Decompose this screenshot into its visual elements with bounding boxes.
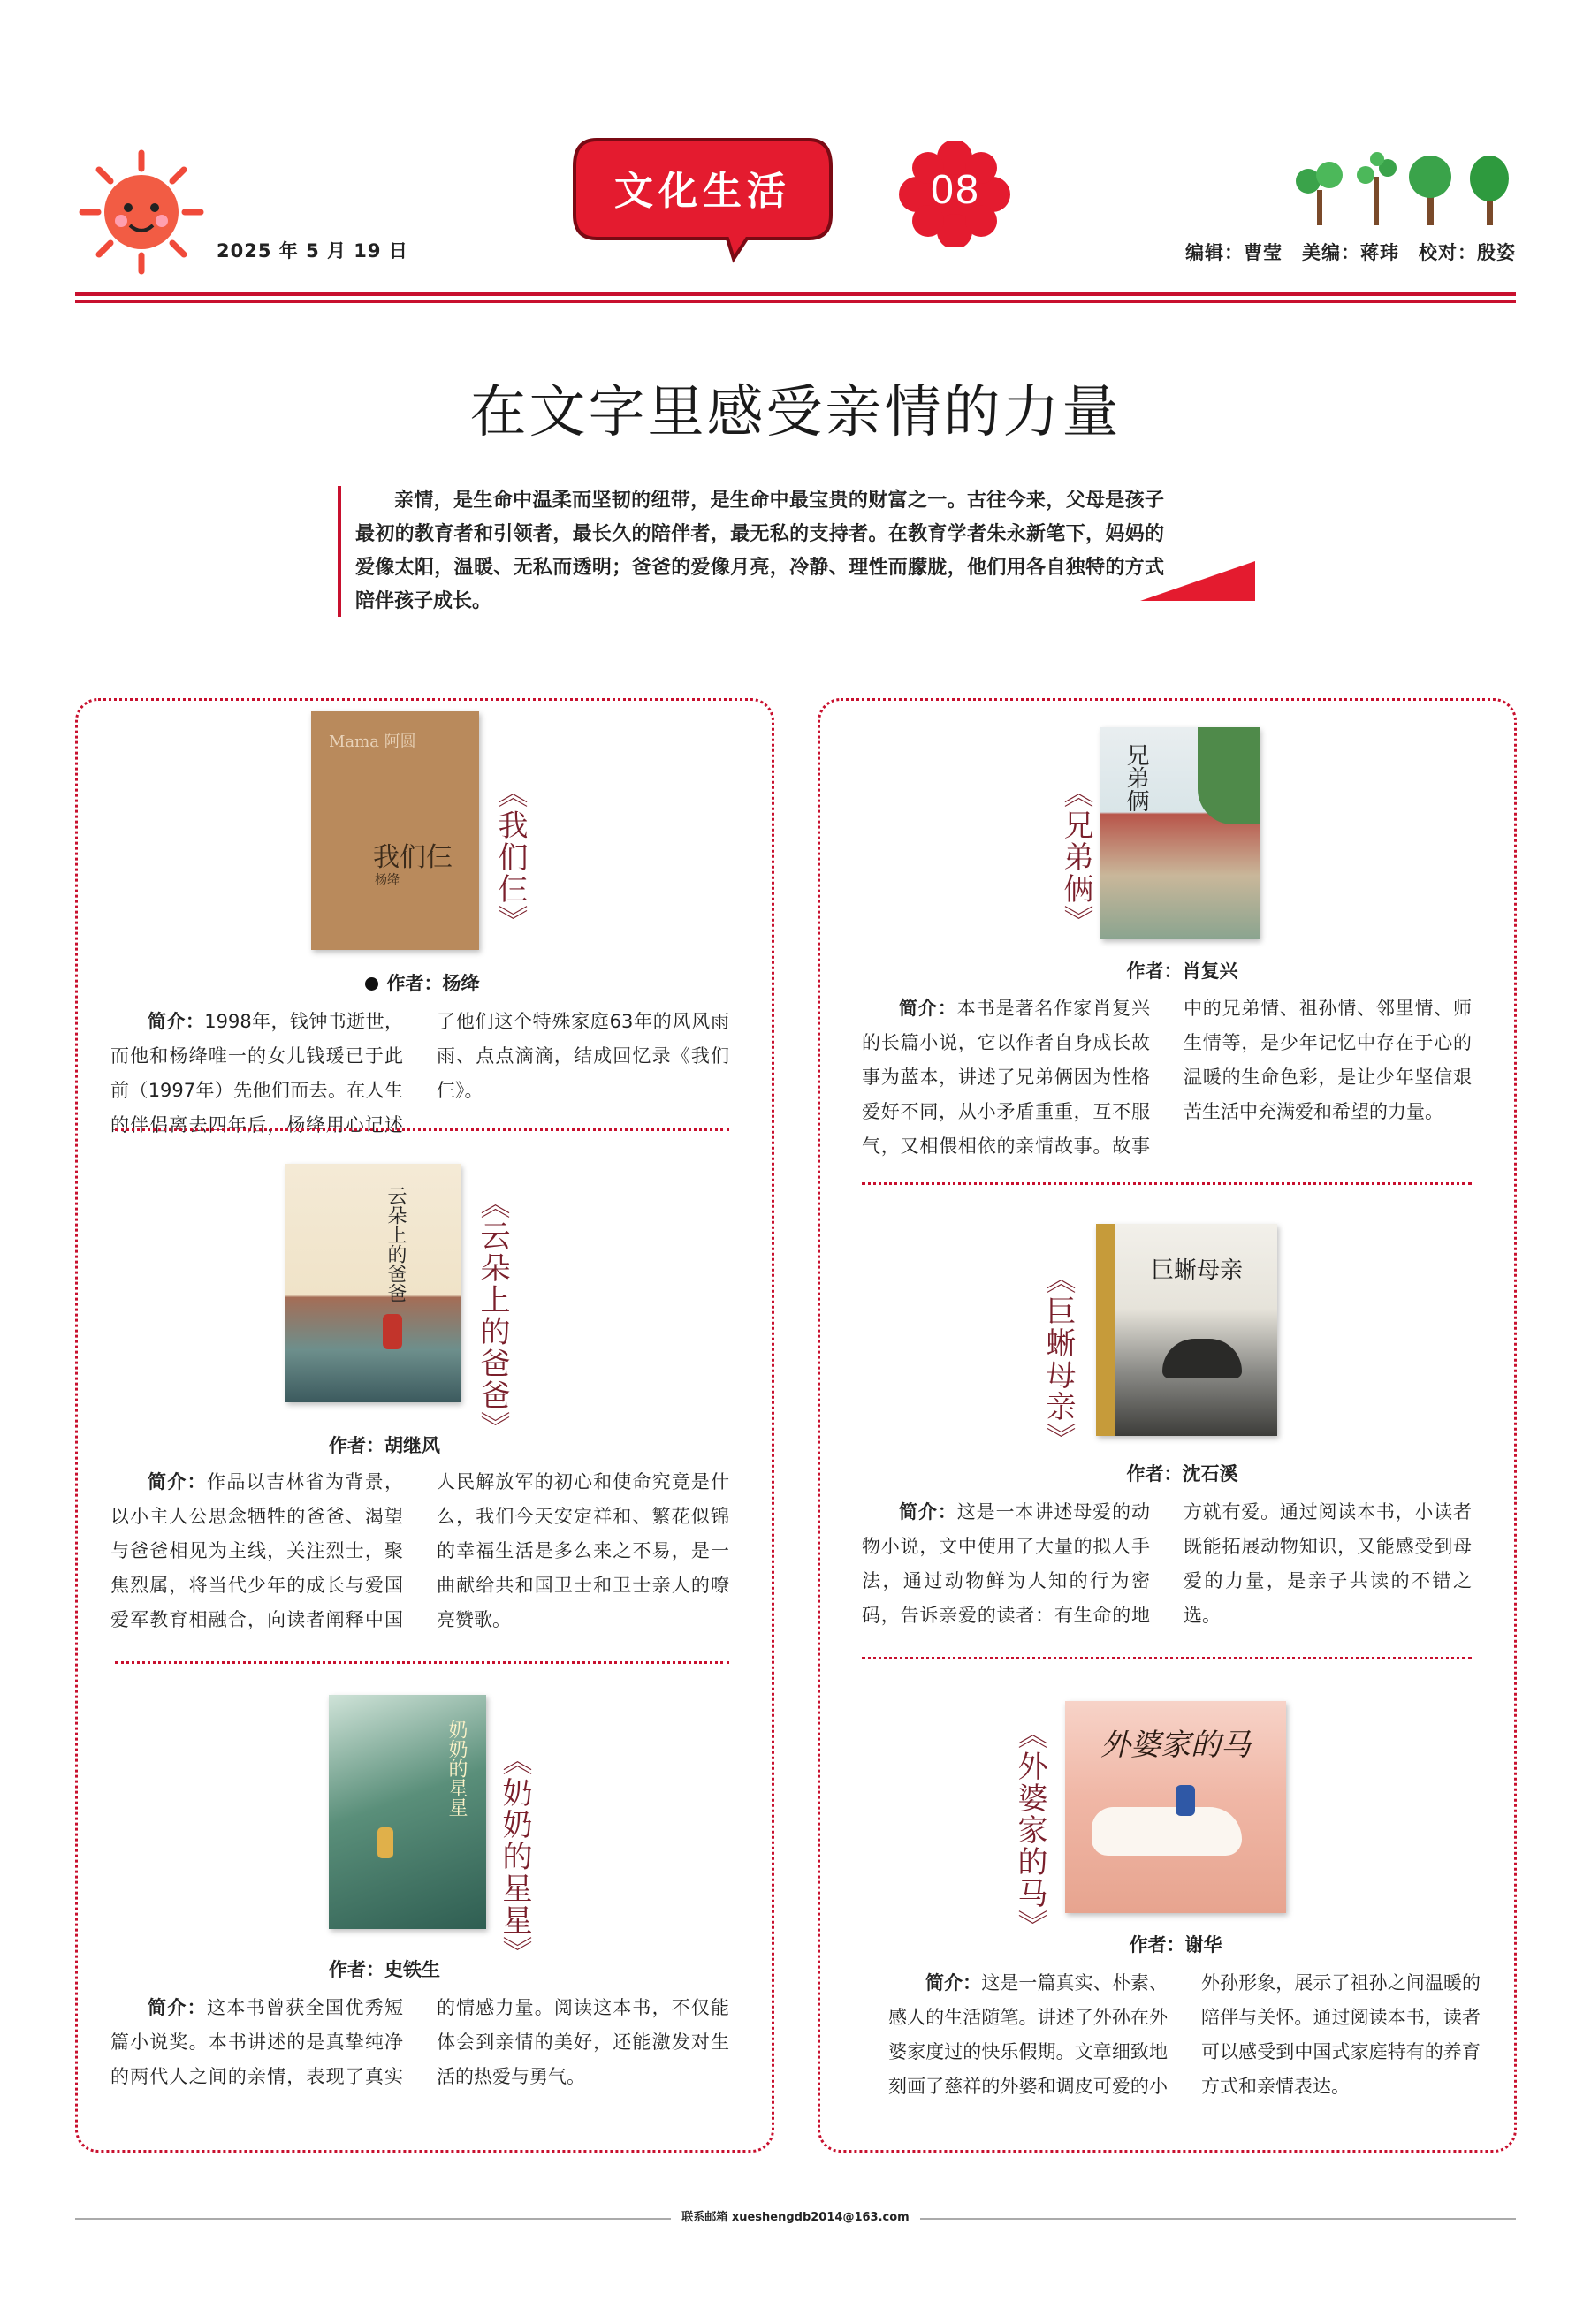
red-triangle-decoration — [1140, 561, 1255, 601]
intro-paragraph: 亲情，是生命中温柔而坚韧的纽带，是生命中最宝贵的财富之一。古往今来，父母是孩子最初的教育者和引领者，最长久的陪伴者，最无私的支持者。在教育学者朱永新笔下，妈妈的爱像太阳，温暖、无私而透明；爸爸的爱像月亮，冷静、理性而朦胧，他们用各自独特的方式陪伴孩子成长。 — [355, 490, 1164, 612]
summary-lead: 简介： — [899, 998, 957, 1019]
book-title: 《奶奶的星星》 — [497, 1745, 532, 1968]
bullet-icon — [365, 977, 378, 991]
cover-title: 兄弟俩 — [1123, 743, 1149, 812]
summary-lead: 简介： — [148, 1471, 207, 1492]
summary-lead: 简介： — [899, 1501, 957, 1523]
cover-title: 云朵上的爸爸 — [384, 1186, 407, 1303]
book-author: 作者：肖复兴 — [1126, 961, 1238, 982]
book-cover-waipo — [1065, 1701, 1286, 1913]
section-divider — [862, 1182, 1472, 1185]
book-cover-women-sa: Mama 阿圆 我们仨 杨绛 — [311, 711, 479, 950]
summary-text: 这是一篇真实、朴素、感人的生活随笔。讲述了外孙在外婆家度过的快乐假期。文章细致地刻画了慈祥的外婆和调皮可爱的小外孙形象，展示了祖孙之间温暖的陪伴与关怀。通过阅读本书，读者可以感受到中国式家庭特有的养育方式和亲情表达。 — [888, 1972, 1481, 2097]
book-title: 《云朵上的爸爸》 — [475, 1189, 510, 1443]
child-figure — [383, 1314, 402, 1349]
book-summary — [888, 1966, 1481, 2104]
book-cover-yunduo — [285, 1164, 461, 1402]
author-text: 作者：杨绛 — [386, 973, 480, 994]
summary-text: 本书是著名作家肖复兴的长篇小说，它以作者自身成长故事为蓝本，讲述了兄弟俩因为性格爱好不同，从小矛盾重重，互不服气，又相偎相依的亲情故事。故事中的兄弟情、祖孙情、邻里情、师生情等，是少年记忆中存在于心的温暖的生命色彩，是让少年坚信艰苦生活中充满爱和希望的力量。 — [862, 998, 1472, 1157]
book-summary — [110, 1991, 729, 2094]
book-title: 《我们仨》 — [492, 778, 528, 937]
sun-icon — [75, 146, 208, 278]
book-author — [75, 969, 769, 996]
summary-lead: 简介： — [148, 1011, 205, 1032]
book-author: 作者：谢华 — [1129, 1934, 1222, 1956]
book-summary — [110, 1465, 729, 1637]
issue-date: 2025 年 5 月 19 日 — [217, 240, 408, 262]
header-rule — [75, 292, 1516, 296]
book-title: 《巨蜥母亲》 — [1040, 1264, 1076, 1454]
summary-lead: 简介： — [148, 1997, 207, 2018]
summary-text: 1998年，钱钟书逝世，而他和杨绛唯一的女儿钱瑗已于此前（1997年）先他们而去。在人生的伴侣离去四年后，杨绛用心记述了他们这个特殊家庭63年的风风雨雨、点点滴滴，结成回忆录《我们仨》。 — [110, 1011, 729, 1135]
book-title: 《兄弟俩》 — [1058, 778, 1093, 937]
horse-illustration — [1092, 1807, 1242, 1856]
section-title: 文化生活 — [614, 169, 791, 214]
section-divider — [115, 1661, 729, 1664]
lizard-illustration — [1162, 1339, 1242, 1378]
cover-title: 我们仨 — [373, 842, 453, 873]
book-summary — [110, 1005, 729, 1143]
cover-title: 巨蜥母亲 — [1151, 1257, 1244, 1284]
section-divider — [862, 1657, 1472, 1659]
trees-icon — [1290, 150, 1520, 230]
book-summary — [862, 991, 1472, 1164]
book-author: 作者：史铁生 — [329, 1959, 440, 1980]
issue-number: 08 — [930, 168, 979, 213]
book-cover-xiongdi — [1100, 727, 1260, 939]
tree-illustration — [1198, 727, 1260, 824]
footer-contact — [0, 2207, 1591, 2224]
summary-text: 作品以吉林省为背景，以小主人公思念牺牲的爸爸、渴望与爸爸相见为主线，关注烈士，聚焦烈属，将当代少年的成长与爱国爱军教育相融合，向读者阐释中国人民解放军的初心和使命究竟是什么，我们今天安定祥和、繁花似锦的幸福生活是多么来之不易，是一曲献给共和国卫士和卫士亲人的嘹亮赞歌。 — [110, 1471, 729, 1630]
book-cover-juxi — [1096, 1224, 1277, 1436]
cover-title: 奶奶的星星 — [445, 1720, 468, 1817]
book-cover-nainai — [329, 1695, 486, 1929]
summary-text: 这是一本讲述母爱的动物小说，文中使用了大量的拟人手法，通过动物鲜为人知的行为密码，告诉亲爱的读者：有生命的地方就有爱。通过阅读本书，小读者既能拓展动物知识，又能感受到母爱的力量，是亲子共读的不错之选。 — [862, 1501, 1472, 1626]
editor-credits: 编辑：曹莹 美编：蒋玮 校对：殷姿 — [1185, 242, 1516, 263]
child-figure — [377, 1827, 393, 1858]
book-summary — [862, 1495, 1472, 1633]
header-rule-thin — [75, 300, 1516, 303]
intro-accent-bar — [338, 486, 341, 617]
book-author: 作者：胡继风 — [329, 1435, 440, 1456]
summary-text: 这本书曾获全国优秀短篇小说奖。本书讲述的是真挚纯净的两代人之间的亲情，表现了真实的情感力量。阅读这本书，不仅能体会到亲情的美好，还能激发对生活的热爱与勇气。 — [110, 1997, 729, 2087]
book-author: 作者：沈石溪 — [1126, 1463, 1238, 1485]
cover-spine — [1096, 1224, 1115, 1436]
child-figure — [1176, 1785, 1195, 1816]
page-headline: 在文字里感受亲情的力量 — [469, 380, 1122, 445]
section-divider — [115, 1128, 729, 1131]
cover-title: 外婆家的马 — [1100, 1728, 1251, 1763]
summary-lead: 简介： — [925, 1972, 982, 1994]
book-title: 《外婆家的马》 — [1012, 1719, 1047, 1941]
footer-email: 联系邮箱 xueshengdb2014@163.com — [671, 2211, 919, 2224]
cover-author: 杨绛 — [375, 873, 400, 887]
